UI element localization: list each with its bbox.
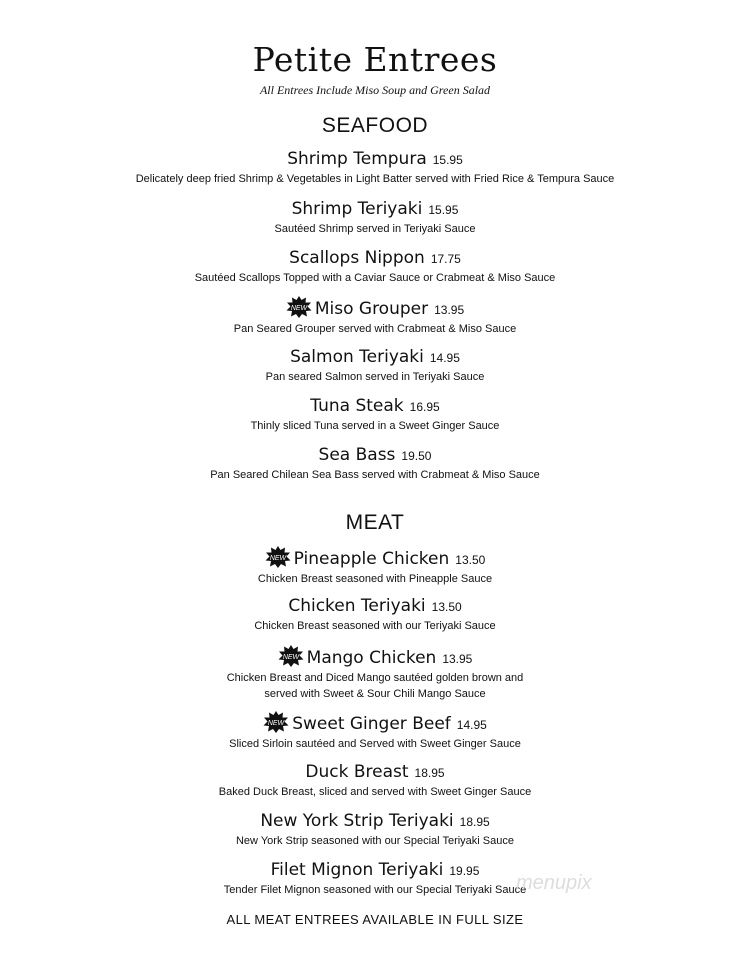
menu-item xyxy=(0,761,750,800)
new-badge-icon xyxy=(263,711,289,733)
new-badge-icon xyxy=(265,546,291,568)
item-price: 14.95 xyxy=(429,351,460,365)
footer-note: ALL MEAT ENTREES AVAILABLE IN FULL SIZE xyxy=(226,912,524,927)
menu-item xyxy=(0,810,750,849)
page-title: Petite Entrees xyxy=(252,40,498,79)
item-description: Delicately deep fried Shrimp & Vegetables in Light Batter served with Fried Rice & Tempura Sauce xyxy=(135,173,615,185)
item-description: Tender Filet Mignon seasoned with our Special Teriyaki Sauce xyxy=(223,884,527,896)
item-price: 16.95 xyxy=(409,400,440,414)
item-name: Miso Grouper xyxy=(314,299,429,319)
new-badge-icon xyxy=(278,645,304,667)
badge-label: NEW xyxy=(268,720,285,727)
item-price: 18.95 xyxy=(414,766,445,780)
menu-item xyxy=(0,148,750,187)
item-description: Chicken Breast seasoned with Pineapple Sauce xyxy=(257,573,493,585)
item-name: Filet Mignon Teriyaki xyxy=(270,860,444,880)
section-heading-meat: MEAT xyxy=(345,511,405,534)
watermark: menupix xyxy=(516,872,592,894)
item-price: 18.95 xyxy=(459,815,490,829)
item-price: 19.95 xyxy=(449,864,480,878)
menu-item xyxy=(0,444,750,483)
item-name: Sweet Ginger Beef xyxy=(292,714,451,734)
menu-item xyxy=(0,296,750,337)
item-name: Shrimp Tempura xyxy=(287,149,427,169)
menu-item xyxy=(0,346,750,385)
item-description: Thinly sliced Tuna served in a Sweet Ginger Sauce xyxy=(250,420,500,432)
menu-item xyxy=(0,395,750,434)
item-name: Duck Breast xyxy=(305,762,409,782)
menu-item xyxy=(0,247,750,286)
item-description: Sliced Sirloin sautéed and Served with Sweet Ginger Sauce xyxy=(229,738,521,750)
item-description: Chicken Breast and Diced Mango sautéed golden brown and xyxy=(226,672,524,684)
menu-item xyxy=(0,711,750,752)
item-name: Chicken Teriyaki xyxy=(288,596,426,616)
item-price: 13.95 xyxy=(442,652,473,666)
item-name: Mango Chicken xyxy=(306,648,437,668)
item-name: Salmon Teriyaki xyxy=(290,347,424,367)
item-description: Chicken Breast seasoned with our Teriyaki Sauce xyxy=(254,620,496,632)
menu-item xyxy=(0,198,750,237)
item-description: Pan seared Salmon served in Teriyaki Sauce xyxy=(265,371,485,383)
item-name: Scallops Nippon xyxy=(289,248,425,268)
item-price: 14.95 xyxy=(456,718,487,732)
item-description: Sautéed Shrimp served in Teriyaki Sauce xyxy=(274,223,476,235)
item-name: Sea Bass xyxy=(318,445,396,465)
item-price: 13.50 xyxy=(455,553,486,567)
badge-label: NEW xyxy=(282,654,299,661)
item-description: New York Strip seasoned with our Special Teriyaki Sauce xyxy=(235,835,514,847)
item-description-line2: served with Sweet & Sour Chili Mango Sauce xyxy=(264,688,486,700)
section-heading-seafood: SEAFOOD xyxy=(321,114,429,137)
item-name: New York Strip Teriyaki xyxy=(260,811,454,831)
item-price: 13.95 xyxy=(434,303,465,317)
item-price: 19.50 xyxy=(401,449,432,463)
item-description: Baked Duck Breast, sliced and served with Sweet Ginger Sauce xyxy=(218,786,532,798)
item-description: Pan Seared Grouper served with Crabmeat & Miso Sauce xyxy=(233,323,517,335)
badge-label: NEW xyxy=(290,305,308,312)
item-name: Shrimp Teriyaki xyxy=(291,199,423,219)
item-price: 15.95 xyxy=(428,203,459,217)
item-name: Tuna Steak xyxy=(310,396,404,416)
item-description: Pan Seared Chilean Sea Bass served with Crabmeat & Miso Sauce xyxy=(210,469,540,481)
item-price: 17.75 xyxy=(430,252,461,266)
item-price: 13.50 xyxy=(431,600,462,614)
menu-item xyxy=(0,645,750,702)
badge-label: NEW xyxy=(269,555,286,562)
item-description: Sautéed Scallops Topped with a Caviar Sauce or Crabmeat & Miso Sauce xyxy=(194,272,556,284)
menu-item xyxy=(0,595,750,634)
menu-item xyxy=(0,546,750,587)
item-name: Pineapple Chicken xyxy=(293,549,450,569)
item-price: 15.95 xyxy=(432,153,463,167)
new-badge-icon xyxy=(286,296,312,318)
menu-item xyxy=(0,859,750,898)
page-subtitle: All Entrees Include Miso Soup and Green Salad xyxy=(259,83,491,97)
